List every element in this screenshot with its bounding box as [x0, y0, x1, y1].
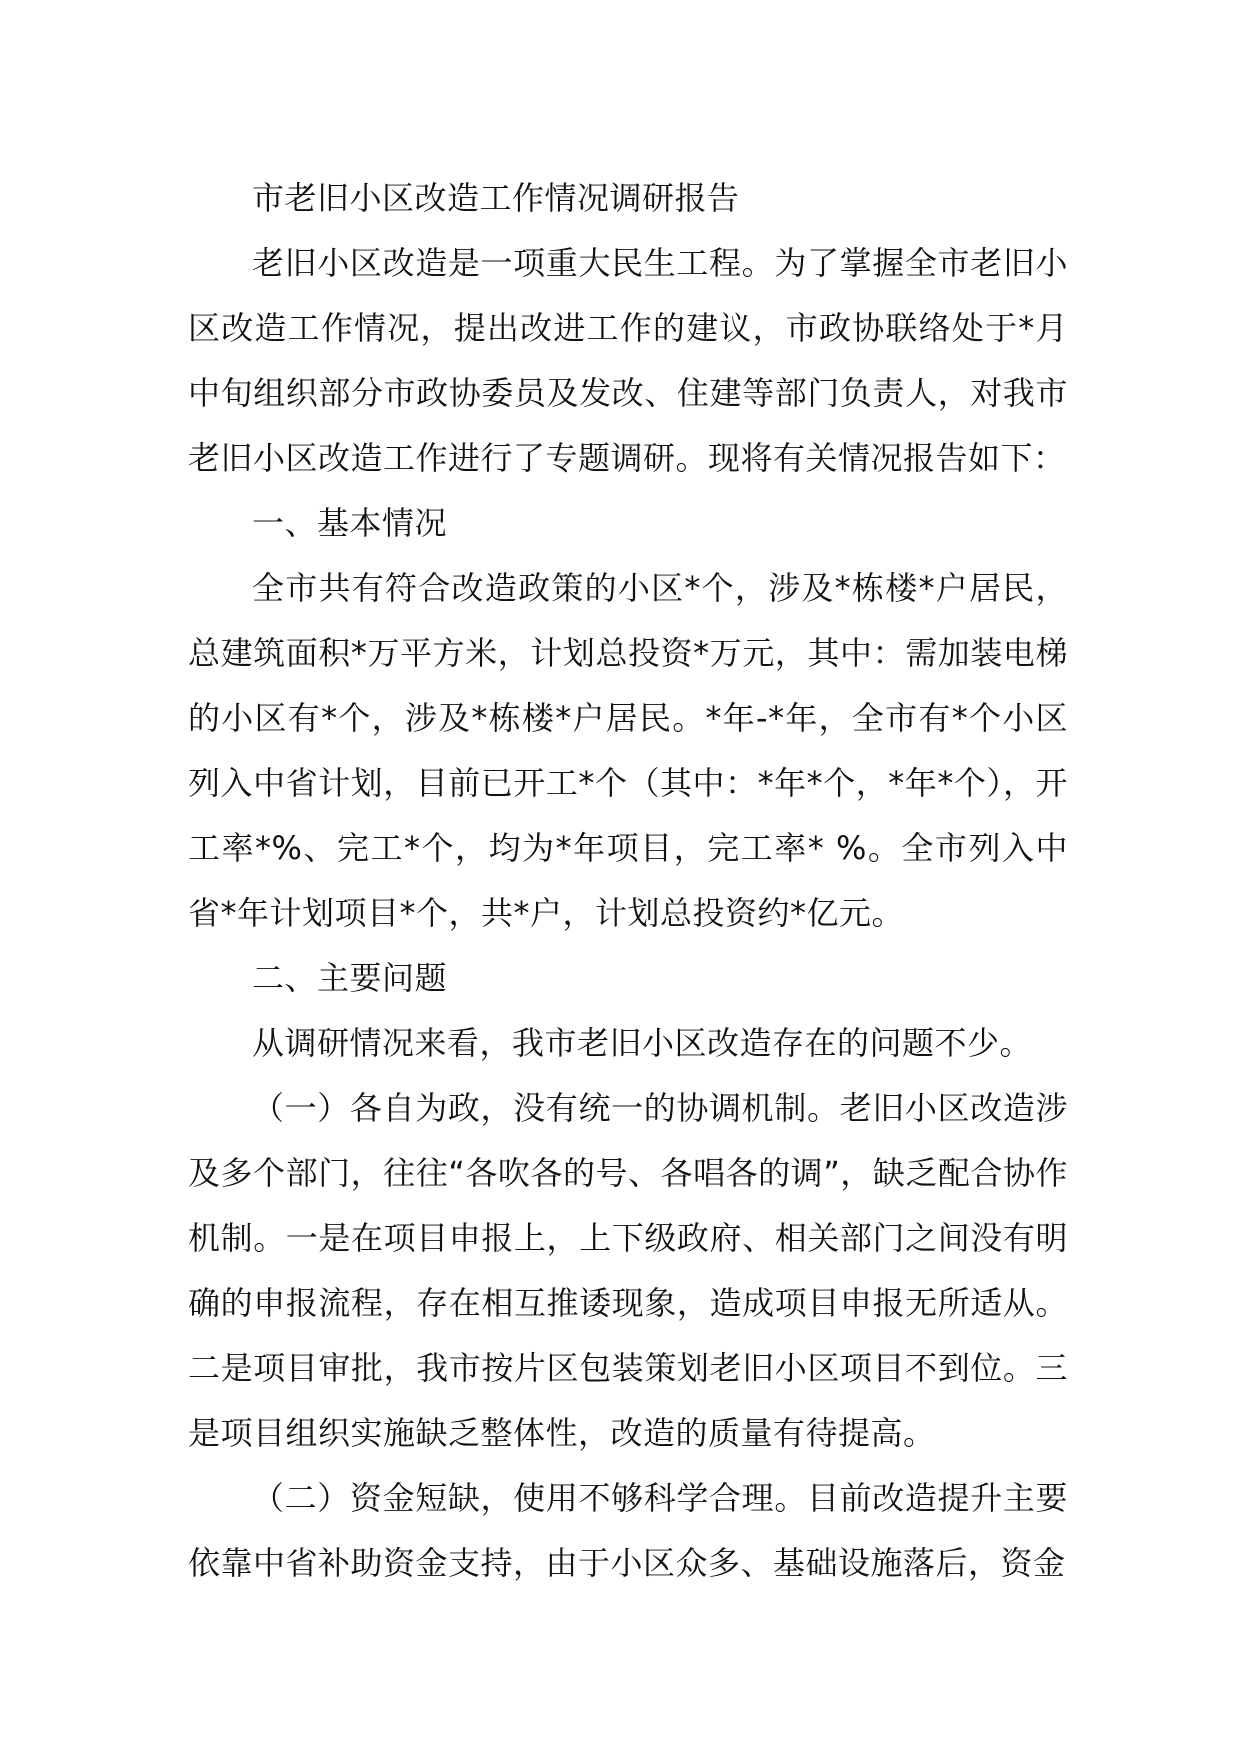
problem-1-paragraph: （一）各自为政，没有统一的协调机制。老旧小区改造涉及多个部门，往往“各吹各的号、各唱各的调”，缺乏配合协作机制。一是在项目申报上，上下级政府、相关部门之间没有明确的申报流程，存在相互推诿现象，造成项目申报无所适从。二是项目审批，我市按片区包装策划老旧小区项目不到位。三是项目组织实施缺乏整体性，改造的质量有待提高。 — [188, 1089, 1068, 1452]
document-title: 市老旧小区改造工作情况调研报告 — [252, 179, 740, 217]
problems-overview-paragraph: 从调研情况来看，我市老旧小区改造存在的问题不少。 — [252, 1024, 1033, 1062]
basic-situation-paragraph: 全市共有符合改造政策的小区*个，涉及*栋楼*户居民，总建筑面积*万平方米，计划总投资*万元，其中：需加装电梯的小区有*个，涉及*栋楼*户居民。*年-*年，全市有*个小区列入中省计划，目前已开工*个（其中：*年*个，*年*个），开工率*%、完工*个，均为*年项目，完工率* %。全市列入中省*年计划项目*个，共*户，计划总投资约*亿元。 — [188, 569, 1068, 932]
problem-2-paragraph: （二）资金短缺，使用不够科学合理。目前改造提升主要依靠中省补助资金支持，由于小区众多、基础设施落后，资金 — [188, 1479, 1068, 1582]
section-heading-main-problems: 二、主要问题 — [252, 959, 448, 997]
intro-paragraph: 老旧小区改造是一项重大民生工程。为了掌握全市老旧小区改造工作情况，提出改进工作的建议，市政协联络处于*月中旬组织部分市政协委员及发改、住建等部门负责人，对我市老旧小区改造工作进行了专题调研。现将有关情况报告如下： — [188, 244, 1068, 477]
section-heading-basic-situation: 一、基本情况 — [252, 504, 448, 542]
document-body — [188, 166, 1068, 1596]
